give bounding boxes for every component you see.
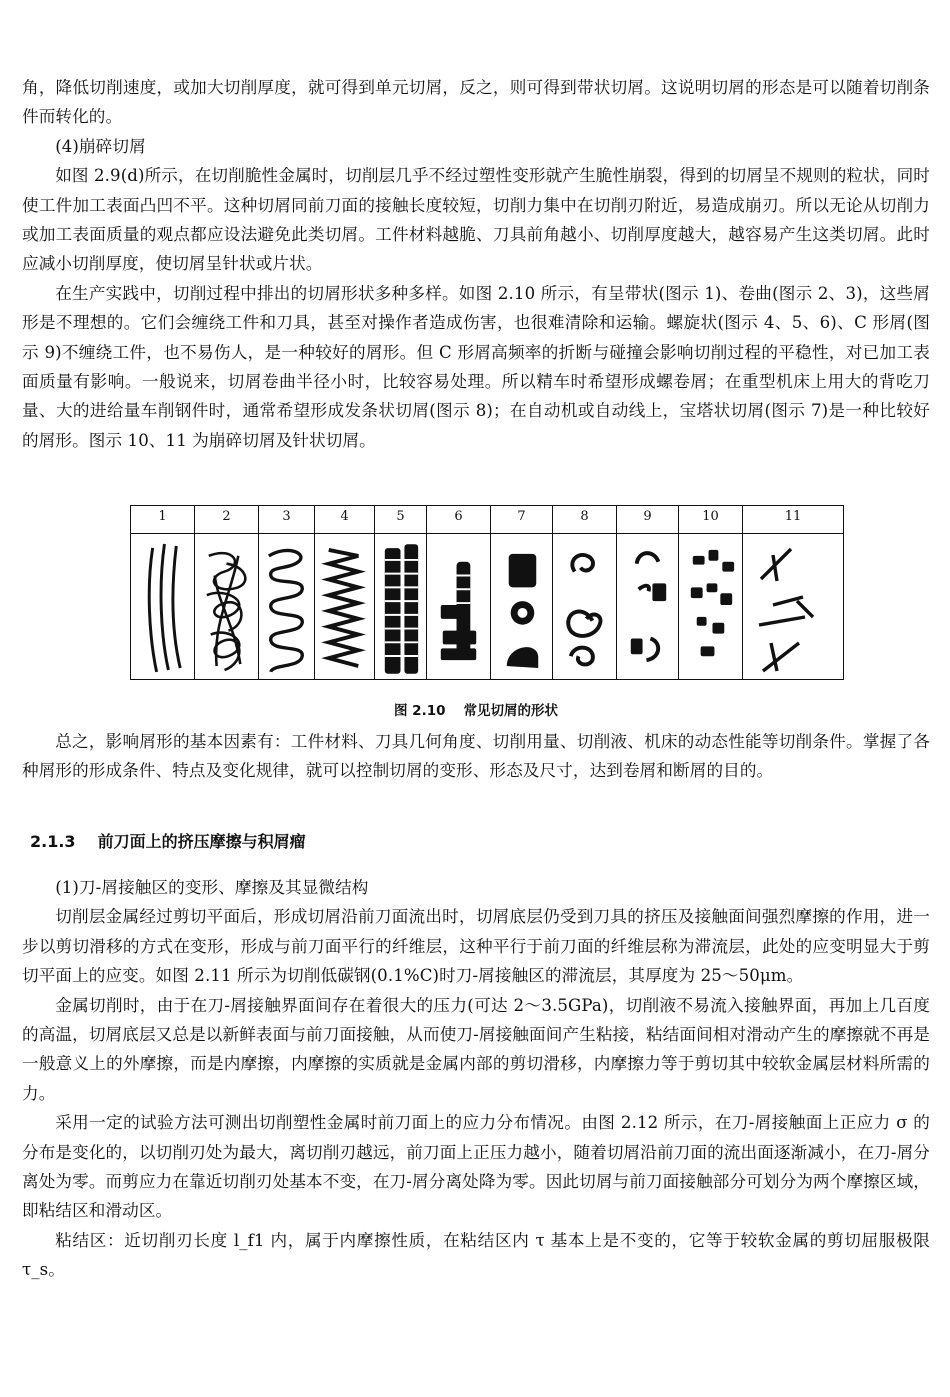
- subheading-contact-zone: (1)刀-屑接触区的变形、摩擦及其显微结构: [55, 878, 369, 897]
- tangled-chip-drawing: [195, 535, 258, 679]
- figure-column: [743, 506, 843, 679]
- pagoda-chip-drawing: [491, 535, 552, 679]
- figure-column: [427, 506, 491, 679]
- wavy-chip-drawing: [259, 535, 314, 679]
- column-label: 5: [396, 509, 405, 524]
- figure-column: [617, 506, 679, 679]
- column-label: 6: [454, 509, 463, 524]
- column-label: 7: [517, 509, 526, 524]
- figure-caption: [22, 699, 930, 719]
- paragraph: 金属切削时，由于在刀-屑接触界面间存在着很大的压力(可达 2～3.5GPa)，切削液不易流入接触界面，再加上几百度的高温，切屑底层又总是以新鲜表面与前刀面接触，从而使刀-屑接触面间产生粘接，粘结面间相对滑动产生的摩擦就不再是一般意义上的外摩擦，而是内摩擦，内摩擦的实质就是金属内部的剪切滑移，内摩擦力等于剪切其中较软金属层材料所需的力。: [22, 995, 930, 1103]
- figure-column: [315, 506, 375, 679]
- figure-column: [375, 506, 427, 679]
- needle-chip-drawing: [743, 535, 843, 679]
- figure-column: [679, 506, 743, 679]
- column-label: 1: [158, 509, 167, 524]
- coil-chip-drawing: [315, 535, 374, 679]
- chip-shapes-figure: [130, 505, 844, 680]
- column-label: 8: [580, 509, 589, 524]
- c-shaped-chip-drawing: [617, 535, 678, 679]
- column-label: 4: [340, 509, 349, 524]
- paragraph: 如图 2.9(d)所示，在切削脆性金属时，切削层几乎不经过塑性变形就产生脆性崩裂，得到的切屑呈不规则的粒状，同时使工件加工表面凸凹不平。这种切屑同前刀面的接触长度较短，切削力集中在切削刃附近，易造成崩刃。所以无论从切削力或加工表面质量的观点都应设法避免此类切屑。工件材料越脆、刀具前角越小、切削厚度越大，越容易产生这类切屑。此时应减小切削厚度，使切屑呈针状或片状。: [22, 166, 930, 274]
- paragraph: 角，降低切削速度，或加大切削厚度，就可得到单元切屑，反之，则可得到带状切屑。这说明切屑的形态是可以随着切削条件而转化的。: [22, 78, 930, 127]
- paragraph: 总之，影响屑形的基本因素有：工件材料、刀具几何角度、切削用量、切削液、机床的动态性能等切削条件。掌握了各种屑形的形成条件、特点及变化规律，就可以控制切屑的变形、形态及尺寸，达到卷屑和断屑的目的。: [22, 732, 930, 781]
- text-block-after-figure: [22, 727, 930, 786]
- figure-column: [195, 506, 259, 679]
- figure-column: [553, 506, 617, 679]
- fragmented-chip-drawing: [679, 535, 742, 679]
- figure-column: [131, 506, 195, 679]
- column-label: 11: [784, 509, 802, 524]
- text-block-bottom: [22, 873, 930, 1285]
- clockspring-chip-drawing: [553, 535, 616, 679]
- paragraph: 采用一定的试验方法可测出切削塑性金属时前刀面上的应力分布情况。由图 2.12 所示，在刀-屑接触面上正应力 σ 的分布是变化的，以切削刃处为最大，离切削刃越远，前刀面上正压力越小，随着切屑沿前刀面的流出面逐渐减小，在刀-屑分离处为零。而剪应力在靠近切削刃处基本不变，在刀-屑分离处降为零。因此切屑与前刀面接触部分可划分为两个摩擦区域，即粘结区和滑动区。: [22, 1113, 930, 1221]
- section-heading: [30, 830, 306, 854]
- paragraph: 粘结区：近切削刃长度 l_f1 内，属于内摩擦性质，在粘结区内 τ 基本上是不变的，它等于较软金属的剪切屈服极限 τ_s。: [22, 1230, 930, 1280]
- column-label: 3: [282, 509, 291, 524]
- helical-chip-drawing: [427, 535, 490, 679]
- caption-title: 常见切屑的形状: [463, 703, 558, 719]
- section-title: 前刀面上的挤压摩擦与积屑瘤: [97, 832, 306, 851]
- caption-number: 图 2.10: [393, 703, 446, 719]
- subheading-broken-chips: (4)崩碎切屑: [55, 136, 146, 156]
- figure-column: [491, 506, 553, 679]
- column-label: 9: [643, 509, 652, 524]
- figure-column: [259, 506, 315, 679]
- text-block-top: [22, 73, 930, 455]
- column-label: 10: [702, 509, 719, 524]
- paragraph: 在生产实践中，切削过程中排出的切屑形状多种多样。如图 2.10 所示，有呈带状(图示 1)、卷曲(图示 2、3)，这些屑形是不理想的。它们会缠绕工件和刀具，甚至对操作者造成伤害，也很难清除和运输。螺旋状(图示 4、5、6)、C 形屑(图示 9)不缠绕工件，也不易伤人，是一种较好的屑形。但 C 形屑高频率的折断与碰撞会影响切削过程的平稳性，对已加工表面质量有影响。一般说来，切屑卷曲半径小时，比较容易处理。所以精车时希望形成螺卷屑；在重型机床上用大的背吃刀量、大的进给量车削钢件时，通常希望形成发条状切屑(图示 8)；在自动机或自动线上，宝塔状切屑(图示 7)是一种比较好的屑形。图示 10、11 为崩碎切屑及针状切屑。: [22, 283, 930, 450]
- column-label: 2: [222, 509, 231, 524]
- ribbon-chip-drawing: [131, 535, 194, 679]
- section-number: 2.1.3: [30, 832, 76, 851]
- tight-helix-chip-drawing: [375, 535, 426, 679]
- paragraph: 切削层金属经过剪切平面后，形成切屑沿前刀面流出时，切屑底层仍受到刀具的挤压及接触面间强烈摩擦的作用，进一步以剪切滑移的方式在变形，形成与前刀面平行的纤维层，这种平行于前刀面的纤维层称为滞流层，此处的应变明显大于剪切平面上的应变。如图 2.11 所示为切削低碳钢(0.1%C)时刀-屑接触区的滞流层，其厚度为 25～50μm。: [22, 907, 930, 986]
